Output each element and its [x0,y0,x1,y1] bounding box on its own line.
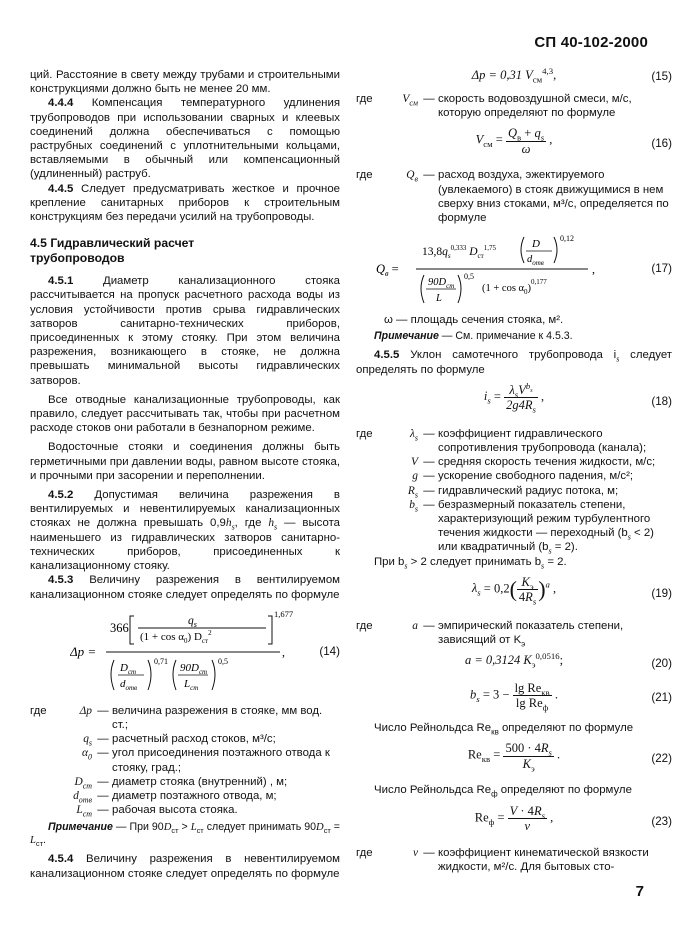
where-label: где [356,427,373,440]
text-part: > 2 следует принимать b [407,555,542,568]
formula-text: Δp = 0,31 V [471,68,533,82]
where-label: где [356,93,373,105]
formula-17 [356,231,672,307]
formula-19: $\lambda_s = 0,2$( $\frac{K_э}{4R_s}$ )$^a$ , (19) [471,574,672,607]
svg-text:366: 366 [110,620,129,635]
legend-symbol: $Q_в$ [406,169,418,184]
svg-text:D: D [532,238,540,251]
fraction: $\frac{V \cdot 4R_s}{\nu}$ [509,803,545,833]
legend-text: безразмерный показатель степени, характеризующий режим турбулентного течения жидкости — переходный $(b_s < 2)$ или квадратичный $(b_s = 2)$. [438,498,654,556]
paragraph-4-5-1 [30,274,340,388]
legend-16: где $Q_в$ — расход воздуха, эжектируемого (увлекаемого) в стояк движущимися в нем сверху вниз стоками, м³/с, определяется по формуле [356,168,672,225]
legend-text: коэффициент гидравлического сопротивления трубопровода (канала); [438,427,647,455]
legend-symbol: $R_s$ [407,484,418,499]
legend-symbol: ν [412,846,418,859]
clause-text: Компенсация температурного удлинения трубопроводов при использовании сварных и клеевых соединений должна обеспечиваться с помощью раструбных соединений с уплотнительными кольцами, вставляемыми в обычный или компенсационный (удлиненный) раструб. [30,97,340,181]
legend-symbol: g [412,470,418,483]
formula-number: (22) [651,752,672,766]
note-text: — При 90 [112,821,164,834]
legend-text: средняя скорость течения жидкости, м/с; [438,456,656,469]
left-column [30,68,340,881]
clause-number: 4.5.5 [374,349,400,362]
svg-text:0,71: 0,71 [154,656,168,666]
paragraph-reynolds-f: Число Рейнольдса $Re_ф$ определяют по формуле [374,784,632,799]
legend-text: рабочая высота стояка. [112,804,238,817]
clause-number: 4.5.4 [48,853,74,866]
svg-text:L: L [436,293,442,305]
formula-15: Δp = 0,31 $V_{см}^{4,3}$, (15) [471,65,672,85]
formula-number: (18) [651,394,672,408]
formula-text: b [470,687,477,702]
legend-text: коэффициент кинематической вязкости жидкости, м²/с. Для бытовых сто- [438,846,649,873]
legend-symbol: $L_{ст}$ [76,804,92,819]
paragraph-4-4-4 [30,96,340,181]
legend-18: где $\lambda_s$ — коэффициент гидравлического сопротивления трубопровода (канала); V — средняя скорость течения жидкости, м/с; g — ускорение свободного падения, м/с²; $R_s$ — гидравлический радиус потока, м; $b_s$ — безразмерный показатель степени, характеризующий режим турбулентного течения жидкости — переходный $(b_s < 2)$ или квадратичный $(b_s = 2)$. [356,427,672,555]
svg-text:0,5: 0,5 [218,656,228,666]
svg-text:Δp =: Δp = [70,643,97,659]
clause-number: 4.4.4 [48,97,74,110]
svg-text:Qв =: $Q_в$ = [376,262,399,279]
svg-text:Lст: $L_{ст}$ [184,677,199,692]
legend-text: диаметр поэтажного отвода, м; [112,789,277,802]
svg-text:Dст: $D_{ст}$ [120,661,137,676]
right-column [356,65,672,874]
formula-number: (20) [651,657,672,671]
text-part: Число Рейнольдса Re [374,784,492,797]
paragraph-drain-risers: Водосточные стояки и соединения должны быть герметичными при давлении воды, равном высоте стояка, и прочными при засорении и переполнении. [30,441,340,482]
svg-text:90Dст: $90D_{ст}$ [180,661,208,676]
legend-text-part: эмпирический показатель степени, зависящий от K [438,619,624,647]
legend-symbol: V [411,456,418,469]
legend-text: эмпирический показатель степени, зависящий от $K_э$ [438,619,624,649]
note-label: Примечание [374,330,439,343]
note-4-5-3: Примечание — При $90D_{ст} > L_{ст}$ следует принимать $90D_{ст} = L_{ст}$. [30,821,340,849]
clause-number: 4.5.3 [48,574,74,587]
fraction: $\frac{\lambda_sV^{b_s}}{2g4R_s}$ [506,380,536,415]
svg-text:,: , [282,644,285,659]
clause-number: 4.5.1 [48,275,74,288]
legend-text: гидравлический радиус потока, м; [438,484,619,497]
formula-number: (15) [651,69,672,83]
fraction: $\frac{500 \cdot 4R_s}{K_э}$ [505,741,552,774]
numerator: Q [507,126,518,141]
formula-text: V [475,132,484,147]
svg-text:dотв: $d_{отв}$ [120,677,138,692]
clause-text: следует определять по формуле [356,349,672,376]
formula-number: (21) [651,691,672,705]
svg-text:,: , [592,262,595,277]
where-label: где [356,846,373,859]
formula-17-graphic [376,231,626,307]
clause-number: 4.4.5 [48,182,74,195]
formula-16: $V_{см}$ = $\frac{Q_в + q_s}{\omega}$ , (16) [475,126,672,156]
legend-symbol: $\lambda_s$ [409,427,418,443]
document-code: СП 40-102-2000 [534,34,648,51]
clause-text: Уклон самотечного трубопровода i [399,349,617,362]
paragraph-4-5-5: 4.5.5 Уклон самотечного трубопровода $i_s$ следует определять по формуле [356,349,672,376]
paragraph-reynolds-kv: Число Рейнольдса $Re_{кв}$ определяют по формуле [374,722,634,737]
svg-text:qs: $q_s$ [188,614,197,629]
legend-symbol: $\alpha_0$ [82,747,92,762]
legend-symbol: $b_s$ [409,498,418,514]
page-number: 7 [635,883,644,900]
where-label: где [30,704,47,717]
paragraph-outlet-pipes: Все отводные канализационные трубопроводы, как правило, следует рассчитывать так, чтобы при расчетном расходе стоков они работали в безнапорном режиме. [30,393,340,435]
legend-symbol: $q_s$ [83,733,92,748]
legend-symbol: Δp [79,704,92,717]
text-part: При b [374,555,405,568]
clause-text: Диаметр канализационного стояка рассчитывается на пропуск расчетного расхода воды из условия устойчивости против срыва гидравлических затворов санитарно-технических приборов, присоединенных к этому стояку. При этом величина разрежения, возникающего в стояке, не должна превышать минимальной высоты гидравлических затворов. [30,275,340,387]
clause-text: Следует предусматривать жесткое и прочное крепление санитарных приборов к строительным конструкциям без передачи усилий на трубопроводы. [30,182,340,224]
legend-text: величина разрежения в стояке, мм вод. ст.; [112,704,323,731]
legend-symbol: $d_{отв}$ [73,789,92,805]
fraction: $\frac{Q_в + q_s}{\omega}$ [507,126,545,156]
svg-text:0,5: 0,5 [464,272,474,282]
paragraph-4-5-3 [30,573,340,601]
svg-text:(1 + cos α0)0,177: $(1 + \cos \alpha_0)^{0,177}$ [482,278,547,297]
legend-text: ускорение свободного падения, м/с²; [438,470,634,483]
formula-22: $Re_{кв}$ = $\frac{500 \cdot 4R_s}{K_э}$ . (22) [467,741,672,774]
fraction: $\frac{K_э}{4R_s}$ [518,574,537,607]
formula-text: a = 0,3124 K [464,653,532,668]
paragraph-4-5-2: 4.5.2 Допустимая величина разрежения в вентилируемых и невентилируемых канализационных стояках не должна превышать $0,9h_s$, где $h_s$ — высота наименьшего из гидравлических затворов санитарно-технических приборов, присоединенных к канализационному стояку. [30,489,340,573]
formula-sub: см [532,74,543,85]
clause-text: , где [234,517,269,530]
svg-text:90Dст: $90D_{ст}$ [428,277,455,291]
clause-number: 4.5.2 [48,489,74,502]
legend-symbol: $V_{см}$ [402,93,418,108]
clause-text: Допустимая величина разрежения в вентилируемых и невентилируемых канализационных стояках не должна превышать 0,9 [30,489,340,530]
text-part: = 2. [544,555,567,568]
formula-number: (16) [651,137,672,151]
paragraph-bs-rule: При $b_s > 2$ следует принимать $b_s = 2$. [374,555,567,570]
note-text: = [330,821,340,834]
note-text: > [178,821,191,834]
text-part: определяют по формуле [497,784,632,797]
legend-19: где a — эмпирический показатель степени, зависящий от $K_э$ [356,619,672,647]
paragraph-4-5-4 [30,852,340,880]
formula-14 [30,606,340,698]
denominator: ω [521,141,531,156]
svg-text:dотв: $d_{отв}$ [527,254,544,268]
legend-text-part: < 2) или квадратичный (b [438,527,654,554]
formula-sup: 0,0516 [535,651,560,662]
legend-text-part: = 2). [551,541,578,554]
note-text: — См. примечание к 4.5.3. [438,330,573,343]
legend-14: где Δp — величина разрежения в стояке, мм вод. ст.; $q_s$ — расчетный расход стоков, м³/с; $\alpha_0$ — угол присоединения поэтажного отвода к стояку, град.; $D_{ст}$ — диаметр стояка (внутренний) , м; $d_{отв}$ — диаметр поэтажного отвода, м; $L_{ст}$ — рабочая высота стояка. [30,704,340,818]
formula-number: (14) [319,644,340,658]
legend-symbol: $D_{ст}$ [74,775,92,790]
note-label: Примечание [48,821,113,834]
formula-21: $b_s = 3$ − $\frac{\lg Re_{кв}}{\lg Re_ф}$ . (21) [470,681,672,713]
note-4-5-4 [356,330,672,343]
note-text: следует принимать 90 [203,821,317,834]
clause-text: Величину разрежения в вентилируемом канализационном стояке следует определять по формуле [30,574,340,601]
formula-number: (23) [651,814,672,828]
svg-text:13,8qs0,333 Dст1,75: $13,8q_s^{0,333}$ $D_{ст}^{1,75}$ [422,244,496,261]
section-title: 4.5 Гидравлический расчет трубопроводов [30,236,195,266]
omega-definition: ω — площадь сечения стояка, м². [384,314,564,327]
svg-text:0,12: 0,12 [560,234,574,244]
clause-text: — высота наименьшего из гидравлических затворов санитарно-технических приборов, присоединенных к канализационному стояку. [30,517,340,573]
legend-symbol: a [412,619,418,632]
legend-text: диаметр стояка (внутренний) , м; [112,775,288,788]
svg-text:(1 + cos α0) Dст2: $(1 + \cos \alpha_0)$ $D_{ст}^2$ [140,628,212,645]
legend-text-part: безразмерный показатель степени, характеризующий режим турбулентного течения жидкости — переходный (b [438,498,651,540]
where-label: где [356,169,373,182]
fraction: $\frac{\lg Re_{кв}}{\lg Re_ф}$ [514,681,550,713]
formula-18: $i_s$ = $\frac{\lambda_sV^{b_s}}{2g4R_s}$ , (18) [483,380,672,415]
formula-number: (19) [651,586,672,600]
paragraph-intro: ций. Расстояние в свету между трубами и строительными конструкциями должно быть не менее 20 мм. [30,69,340,96]
legend-text: расход воздуха, эжектируемого (увлекаемого) в стояк движущимися в нем сверху вниз стоками, м³/с, определяется по формуле [438,169,669,225]
formula-20: a = 0,3124 $K_э^{0,0516}$; (20) [464,651,672,671]
clause-text: Величину разрежения в невентилируемом канализационном стояке следует определять по формуле [30,853,340,880]
where-label: где [356,619,373,632]
legend-23: где ν — коэффициент кинематической вязкости жидкости, м²/с. Для бытовых сто- [356,846,672,874]
formula-number: (17) [651,262,672,276]
svg-text:1,677: 1,677 [274,608,294,619]
formula-sup: 4,3 [542,65,554,76]
text-part: Число Рейнольдса Re [374,722,492,735]
formula-14-graphic [70,606,320,698]
legend-text: скорость водовоздушной смеси, м/с, которую определяют по формуле [438,93,632,120]
legend-15: где $V_{см}$ — скорость водовоздушной смеси, м/с, которую определяют по формуле [356,92,672,120]
text-part: определяют по формуле [498,722,634,735]
formula-23: $Re_ф$ = $\frac{V \cdot 4R_s}{\nu}$ , (23) [474,803,672,833]
paragraph-4-4-5 [30,182,340,225]
legend-text: расчетный расход стоков, м³/с; [112,733,276,746]
legend-text: угол присоединения поэтажного отвода к стояку, град.; [112,747,330,774]
